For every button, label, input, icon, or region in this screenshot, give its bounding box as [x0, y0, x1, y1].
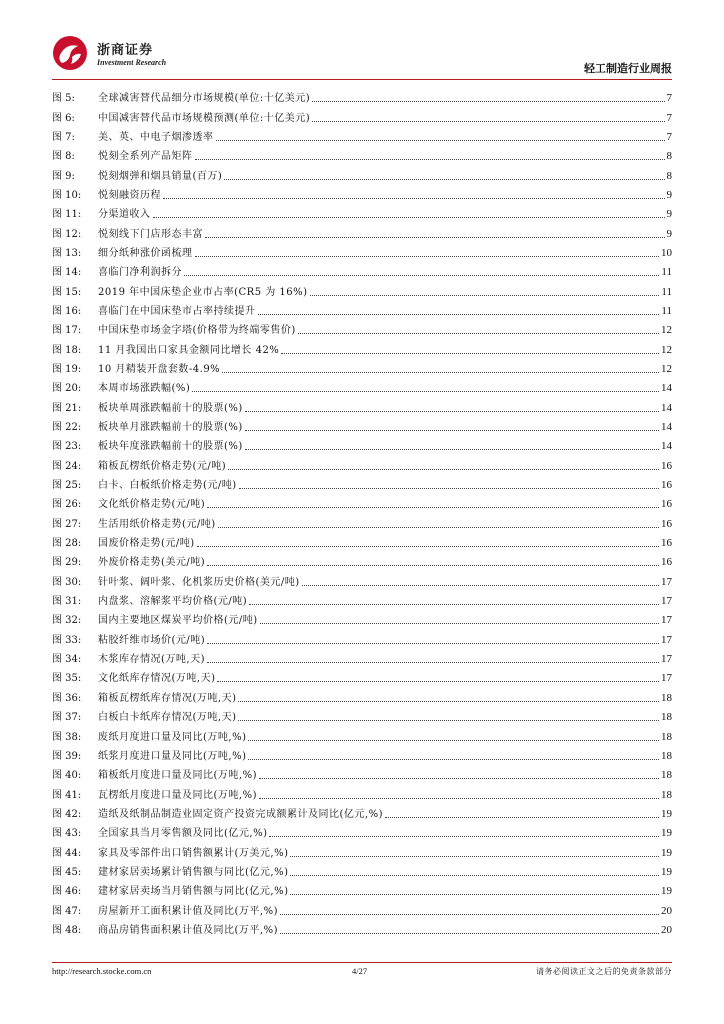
toc-entry[interactable]: [52, 553, 672, 572]
figure-page-number: 9: [666, 188, 672, 201]
figure-number: 图 18:: [52, 344, 82, 356]
figure-title: 箱板瓦楞纸价格走势(元/吨): [98, 460, 227, 472]
toc-entry[interactable]: [52, 650, 672, 669]
toc-entry[interactable]: [52, 282, 672, 301]
dot-leader: [298, 323, 659, 334]
toc-entry[interactable]: [52, 418, 672, 437]
figure-number: 图 35:: [52, 673, 82, 685]
figure-page-number: 19: [661, 807, 672, 820]
figure-title: 板块单月涨跌幅前十的股票(%): [98, 422, 243, 434]
figure-title: 家具及零部件出口销售额累计(万美元,%): [98, 847, 289, 859]
figure-title: 10 月精装开盘套数-4.9%: [98, 363, 221, 375]
figure-title: 板块年度涨跌幅前十的股票(%): [98, 441, 243, 453]
figure-title: 废纸月度进口量及同比(万吨,%): [98, 731, 247, 743]
page-number: 4/27: [352, 966, 368, 976]
figure-number: 图 29:: [52, 557, 82, 569]
figure-title: 悦刻全系列产品矩阵: [98, 151, 193, 163]
figure-number: 图 24:: [52, 460, 82, 472]
figure-title: 分渠道收入: [98, 209, 151, 221]
dot-leader: [192, 381, 659, 392]
figure-list: [52, 89, 672, 940]
figure-number: 图 31:: [52, 596, 82, 608]
figure-number: 图 20:: [52, 383, 82, 395]
figure-page-number: 16: [661, 537, 672, 550]
figure-page-number: 16: [661, 459, 672, 472]
toc-entry[interactable]: [52, 263, 672, 282]
dot-leader: [385, 807, 659, 818]
dot-leader: [290, 865, 659, 876]
toc-entry[interactable]: [52, 747, 672, 766]
toc-entry[interactable]: [52, 766, 672, 785]
figure-title: 木浆库存情况(万吨,天): [98, 654, 205, 666]
toc-entry[interactable]: [52, 708, 672, 727]
figure-page-number: 18: [661, 769, 672, 782]
figure-number: 图 16:: [52, 305, 82, 317]
figure-number: 图 27:: [52, 518, 82, 530]
figure-page-number: 12: [661, 324, 672, 337]
figure-page-number: 11: [661, 304, 672, 317]
figure-number: 图 17:: [52, 325, 82, 337]
disclaimer-text: 请务必阅读正文之后的免责条款部分: [536, 967, 672, 976]
figure-page-number: 18: [661, 730, 672, 743]
dot-leader: [281, 343, 659, 354]
dot-leader: [205, 227, 665, 238]
figure-number: 图 39:: [52, 750, 82, 762]
figure-title: 悦刻融资历程: [98, 189, 161, 201]
dot-leader: [248, 749, 659, 760]
dot-leader: [280, 923, 659, 934]
figure-title: 全国家具当月零售额及同比(亿元,%): [98, 828, 268, 840]
dot-leader: [290, 846, 659, 857]
toc-entry[interactable]: [52, 166, 672, 185]
logo-english-name: Investment Research: [97, 58, 167, 67]
figure-number: 图 37:: [52, 712, 82, 724]
figure-page-number: 8: [666, 169, 672, 182]
figure-page-number: 17: [661, 633, 672, 646]
figure-title: 文化纸价格走势(元/吨): [98, 499, 206, 511]
toc-entry[interactable]: [52, 379, 672, 398]
logo-chinese-name: 浙商证券: [97, 43, 154, 58]
figure-number: 图 46:: [52, 886, 82, 898]
dot-leader: [195, 246, 660, 257]
figure-page-number: 20: [661, 904, 672, 917]
figure-page-number: 18: [661, 711, 672, 724]
toc-entry[interactable]: [52, 901, 672, 920]
report-title: 轻工制造行业周报: [584, 62, 672, 75]
figure-number: 图 5:: [52, 93, 75, 105]
toc-entry[interactable]: [52, 128, 672, 147]
figure-title: 箱板瓦楞纸库存情况(万吨,天): [98, 692, 237, 704]
toc-entry[interactable]: [52, 727, 672, 746]
figure-page-number: 16: [661, 479, 672, 492]
figure-number: 图 21:: [52, 402, 82, 414]
figure-number: 图 14:: [52, 267, 82, 279]
figure-title: 白板白卡纸库存情况(万吨,天): [98, 712, 237, 724]
figure-page-number: 18: [661, 788, 672, 801]
dot-leader: [260, 613, 659, 624]
figure-page-number: 12: [661, 343, 672, 356]
figure-page-number: 14: [661, 401, 672, 414]
figure-number: 图 44:: [52, 847, 82, 859]
figure-page-number: 19: [661, 885, 672, 898]
figure-title: 悦刻线下门店形态丰富: [98, 228, 203, 240]
footer-url-link[interactable]: http://research.stocke.com.cn: [52, 966, 152, 976]
figure-number: 图 9:: [52, 170, 75, 182]
figure-page-number: 10: [661, 246, 672, 259]
toc-entry[interactable]: [52, 476, 672, 495]
toc-entry[interactable]: [52, 495, 672, 514]
dot-leader: [195, 149, 665, 160]
figure-page-number: 12: [661, 362, 672, 375]
figure-title: 建材家居卖场累计销售额与同比(亿元,%): [98, 866, 289, 878]
figure-number: 图 48:: [52, 924, 82, 936]
toc-entry[interactable]: [52, 205, 672, 224]
dot-leader: [197, 536, 659, 547]
toc-entry[interactable]: [52, 224, 672, 243]
dot-leader: [245, 439, 659, 450]
figure-number: 图 34:: [52, 654, 82, 666]
figure-title: 商品房销售面积累计值及同比(万平,%): [98, 924, 278, 936]
figure-number: 图 32:: [52, 615, 82, 627]
toc-entry[interactable]: [52, 437, 672, 456]
header-divider: [52, 79, 672, 80]
dot-leader: [280, 904, 659, 915]
dot-leader: [248, 730, 659, 741]
figure-page-number: 7: [666, 92, 672, 105]
figure-title: 针叶浆、阔叶浆、化机浆历史价格(美元/吨): [98, 576, 300, 588]
dot-leader: [249, 594, 659, 605]
figure-title: 本周市场涨跌幅(%): [98, 383, 191, 395]
toc-entry[interactable]: [52, 921, 672, 940]
figure-page-number: 20: [661, 923, 672, 936]
dot-leader: [153, 207, 665, 218]
figure-number: 图 40:: [52, 770, 82, 782]
figure-page-number: 16: [661, 498, 672, 511]
figure-page-number: 17: [661, 672, 672, 685]
figure-page-number: 7: [666, 111, 672, 124]
footer-divider: [52, 962, 672, 963]
figure-title: 白卡、白板纸价格走势(元/吨): [98, 480, 237, 492]
figure-title: 文化纸库存情况(万吨,天): [98, 673, 216, 685]
figure-number: 图 7:: [52, 131, 75, 143]
figure-page-number: 17: [661, 575, 672, 588]
dot-leader: [217, 671, 659, 682]
figure-number: 图 12:: [52, 228, 82, 240]
toc-entry[interactable]: [52, 631, 672, 650]
toc-entry[interactable]: [52, 843, 672, 862]
figure-title: 国废价格走势(元/吨): [98, 538, 195, 550]
figure-title: 外废价格走势(美元/吨): [98, 557, 206, 569]
dot-leader: [216, 130, 665, 141]
figure-page-number: 16: [661, 556, 672, 569]
dot-leader: [245, 401, 659, 412]
figure-page-number: 14: [661, 440, 672, 453]
figure-title: 内盘浆、溶解浆平均价格(元/吨): [98, 596, 248, 608]
figure-number: 图 6:: [52, 112, 75, 124]
toc-entry[interactable]: [52, 108, 672, 127]
zheshang-logo-icon: [52, 35, 88, 71]
figure-title: 板块单周涨跌幅前十的股票(%): [98, 402, 243, 414]
dot-leader: [207, 652, 659, 663]
figure-page-number: 19: [661, 846, 672, 859]
page-header: [52, 30, 672, 76]
dot-leader: [245, 420, 659, 431]
toc-entry[interactable]: [52, 669, 672, 688]
figure-page-number: 18: [661, 691, 672, 704]
figure-number: 图 23:: [52, 441, 82, 453]
figure-page-number: 14: [661, 382, 672, 395]
toc-entry[interactable]: [52, 534, 672, 553]
dot-leader: [238, 710, 659, 721]
dot-leader: [218, 517, 659, 528]
figure-title: 11 月我国出口家具金额同比增长 42%: [98, 344, 280, 356]
figure-page-number: 18: [661, 749, 672, 762]
figure-number: 图 8:: [52, 151, 75, 163]
dot-leader: [224, 169, 664, 180]
toc-entry[interactable]: [52, 592, 672, 611]
figure-page-number: 7: [666, 130, 672, 143]
figure-page-number: 14: [661, 421, 672, 434]
figure-title: 喜临门在中国床垫市占率持续提升: [98, 305, 256, 317]
figure-number: 图 25:: [52, 480, 82, 492]
figure-title: 粘胶纤维市场价(元/吨): [98, 634, 206, 646]
dot-leader: [163, 188, 665, 199]
figure-number: 图 36:: [52, 692, 82, 704]
figure-page-number: 16: [661, 517, 672, 530]
figure-title: 造纸及纸制品制造业固定资产投资完成额累计及同比(亿元,%): [98, 808, 383, 820]
toc-entry[interactable]: [52, 186, 672, 205]
figure-title: 喜临门净利润拆分: [98, 267, 182, 279]
dot-leader: [258, 304, 660, 315]
toc-entry[interactable]: [52, 360, 672, 379]
figure-page-number: 9: [666, 227, 672, 240]
toc-entry[interactable]: [52, 340, 672, 359]
toc-entry[interactable]: [52, 89, 672, 108]
figure-page-number: 17: [661, 653, 672, 666]
dot-leader: [184, 265, 659, 276]
figure-number: 图 33:: [52, 634, 82, 646]
toc-entry[interactable]: [52, 882, 672, 901]
figure-title: 箱板纸月度进口量及同比(万吨,%): [98, 770, 257, 782]
toc-entry[interactable]: [52, 805, 672, 824]
figure-number: 图 42:: [52, 808, 82, 820]
dot-leader: [259, 788, 659, 799]
figure-title: 细分纸种涨价函梳理: [98, 247, 193, 259]
figure-title: 瓦楞纸月度进口量及同比(万吨,%): [98, 789, 257, 801]
figure-title: 2019 年中国床垫企业市占率(CR5 为 16%): [98, 286, 308, 298]
figure-number: 图 28:: [52, 538, 82, 550]
toc-entry[interactable]: [52, 147, 672, 166]
toc-entry[interactable]: [52, 611, 672, 630]
figure-page-number: 9: [666, 208, 672, 221]
dot-leader: [207, 497, 659, 508]
figure-number: 图 13:: [52, 247, 82, 259]
figure-page-number: 8: [666, 150, 672, 163]
dot-leader: [302, 575, 659, 586]
toc-entry[interactable]: [52, 515, 672, 534]
figure-number: 图 19:: [52, 363, 82, 375]
toc-entry[interactable]: [52, 573, 672, 592]
dot-leader: [312, 111, 664, 122]
dot-leader: [238, 691, 659, 702]
page-footer: [52, 966, 672, 982]
figure-number: 图 30:: [52, 576, 82, 588]
figure-page-number: 17: [661, 595, 672, 608]
toc-entry[interactable]: [52, 457, 672, 476]
figure-number: 图 45:: [52, 866, 82, 878]
toc-entry[interactable]: [52, 689, 672, 708]
toc-entry[interactable]: [52, 321, 672, 340]
dot-leader: [207, 633, 659, 644]
figure-number: 图 15:: [52, 286, 82, 298]
figure-number: 图 22:: [52, 422, 82, 434]
dot-leader: [310, 285, 660, 296]
dot-leader: [228, 459, 659, 470]
toc-entry[interactable]: [52, 824, 672, 843]
figure-number: 图 26:: [52, 499, 82, 511]
figure-number: 图 11:: [52, 209, 82, 221]
figure-page-number: 19: [661, 827, 672, 840]
figure-number: 图 43:: [52, 828, 82, 840]
dot-leader: [269, 826, 659, 837]
dot-leader: [222, 362, 659, 373]
dot-leader: [239, 478, 659, 489]
figure-page-number: 17: [661, 614, 672, 627]
toc-entry[interactable]: [52, 302, 672, 321]
figure-number: 图 47:: [52, 905, 82, 917]
toc-entry[interactable]: [52, 863, 672, 882]
toc-entry[interactable]: [52, 785, 672, 804]
figure-title: 建材家居卖场当月销售额与同比(亿元,%): [98, 886, 289, 898]
figure-number: 图 38:: [52, 731, 82, 743]
figure-title: 生活用纸价格走势(元/吨): [98, 518, 216, 530]
figure-title: 纸浆月度进口量及同比(万吨,%): [98, 750, 247, 762]
figure-page-number: 11: [661, 285, 672, 298]
figure-title: 中国床垫市场金字塔(价格带为终端零售价): [98, 325, 296, 337]
figure-title: 全球减害替代品细分市场规模(单位:十亿美元): [98, 93, 311, 105]
dot-leader: [312, 91, 664, 102]
toc-entry[interactable]: [52, 244, 672, 263]
dot-leader: [259, 768, 659, 779]
figure-title: 悦刻烟弹和烟具销量(百万): [98, 170, 223, 182]
figure-title: 国内主要地区煤炭平均价格(元/吨): [98, 615, 258, 627]
figure-page-number: 19: [661, 865, 672, 878]
dot-leader: [290, 884, 659, 895]
figure-page-number: 11: [661, 266, 672, 279]
figure-number: 图 10:: [52, 189, 82, 201]
figure-title: 美、英、中电子烟渗透率: [98, 131, 214, 143]
figure-title: 中国减害替代品市场规模预测(单位:十亿美元): [98, 112, 311, 124]
dot-leader: [207, 555, 659, 566]
figure-number: 图 41:: [52, 789, 82, 801]
toc-entry[interactable]: [52, 399, 672, 418]
figure-title: 房屋新开工面积累计值及同比(万平,%): [98, 905, 278, 917]
